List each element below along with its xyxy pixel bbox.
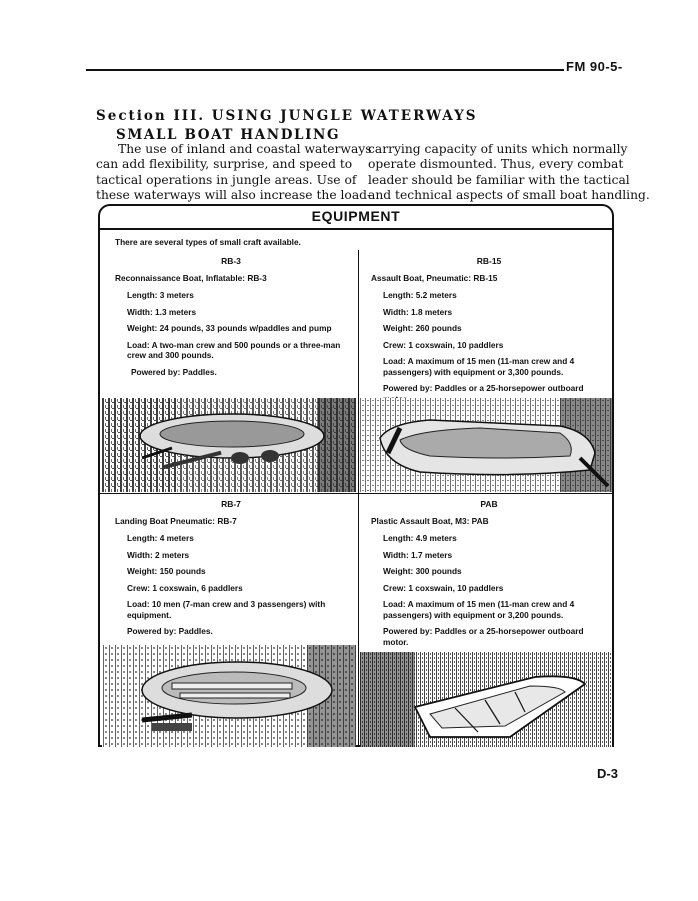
boat-name: PAB — [480, 499, 498, 509]
boat-spec: Weight: 260 pounds — [383, 323, 462, 333]
boat-powered-by: Powered by: Paddles or a 25-horsepower outboard motor. — [383, 626, 584, 647]
panel-divider-horizontal — [100, 493, 612, 494]
boat-spec: Load: A maximum of 15 men (11-man crew and 4 passengers) with equipment or 3,200 pounds. — [383, 599, 575, 620]
header-manual-code: FM 90-5- — [566, 59, 623, 74]
boat-photo-rb7 — [102, 645, 356, 747]
boat-spec: Width: 1.7 meters — [383, 549, 453, 560]
boat-spec: Crew: 1 coxswain, 10 paddlers — [383, 582, 504, 593]
boat-name: RB-15 — [476, 256, 502, 266]
equipment-figure — [98, 204, 614, 747]
boat-name: RB-3 — [221, 256, 241, 266]
boat-spec: Length: 4 meters — [127, 533, 194, 543]
body-line: The use of inland and coastal waterways — [118, 142, 372, 156]
boat-spec: Load: A two-man crew and 500 pounds or a three-man crew and 300 pounds. — [127, 339, 341, 360]
body-line: operate dismounted. Thus, every combat — [368, 157, 624, 172]
equipment-title-rule — [100, 228, 612, 230]
boat-description: Reconnaissance Boat, Inflatable: RB-3 — [115, 272, 267, 283]
body-line: these waterways will also increase the load- — [96, 187, 372, 202]
body-line: carrying capacity of units which normally — [368, 142, 628, 156]
body-line: and technical aspects of small boat handling. — [368, 187, 650, 202]
boat-powered-by: Powered by: Paddles. — [127, 626, 213, 636]
boat-spec: Weight: 24 pounds, 33 pounds w/paddles and pump — [127, 323, 332, 333]
boat-description: Assault Boat, Pneumatic: RB-15 — [371, 272, 498, 283]
header-rule — [86, 69, 564, 71]
body-line: can add flexibility, surprise, and speed to — [96, 157, 353, 172]
boat-description: Landing Boat Pneumatic: RB-7 — [115, 515, 237, 526]
boat-spec: Width: 1.8 meters — [383, 306, 453, 317]
boat-photo-pab — [360, 652, 612, 747]
boat-photo-rb3 — [102, 398, 356, 492]
boat-powered-by: Powered by: Paddles. — [131, 366, 217, 377]
boat-panel-pab — [371, 499, 607, 653]
boat-spec: Weight: 150 pounds — [127, 566, 206, 576]
boat-spec: Width: 2 meters — [127, 549, 190, 560]
boat-spec: Crew: 1 coxswain, 6 paddlers — [127, 582, 243, 593]
subsection-title: SMALL BOAT HANDLING — [116, 127, 341, 143]
boat-photo-rb15 — [360, 398, 612, 492]
boat-panel-rb15 — [371, 256, 607, 410]
boat-spec: Crew: 1 coxswain, 10 paddlers — [383, 339, 504, 350]
boat-spec: Load: 10 men (7-man crew and 3 passengers) with equipment. — [127, 599, 326, 620]
boat-description: Plastic Assault Boat, M3: PAB — [371, 515, 489, 526]
body-column-right — [368, 142, 650, 203]
equipment-title: EQUIPMENT — [311, 208, 401, 224]
boat-panel-rb7 — [115, 499, 347, 643]
boat-panel-rb3 — [115, 256, 347, 383]
body-column-left — [96, 142, 372, 203]
panel-divider-vertical — [358, 250, 359, 745]
boat-spec: Length: 3 meters — [127, 290, 194, 300]
boat-spec: Load: A maximum of 15 men (11-man crew and 4 passengers) with equipment or 3,300 pounds. — [383, 356, 575, 377]
boat-name: RB-7 — [221, 499, 241, 509]
boat-spec: Weight: 300 pounds — [383, 566, 462, 576]
section-title: Section III. USING JUNGLE WATERWAYS — [96, 108, 478, 124]
body-line: leader should be familiar with the tactical — [368, 172, 630, 187]
boat-spec: Length: 5.2 meters — [383, 290, 457, 300]
boat-spec: Width: 1.3 meters — [127, 306, 197, 317]
page-number: D-3 — [597, 766, 618, 781]
equipment-intro: There are several types of small craft available. — [115, 237, 301, 247]
boat-spec: Length: 4.9 meters — [383, 533, 457, 543]
boat-powered-by: Powered by: Paddles or a 25-horsepower outboard — [383, 383, 584, 393]
body-line: tactical operations in jungle areas. Use of — [96, 172, 357, 187]
